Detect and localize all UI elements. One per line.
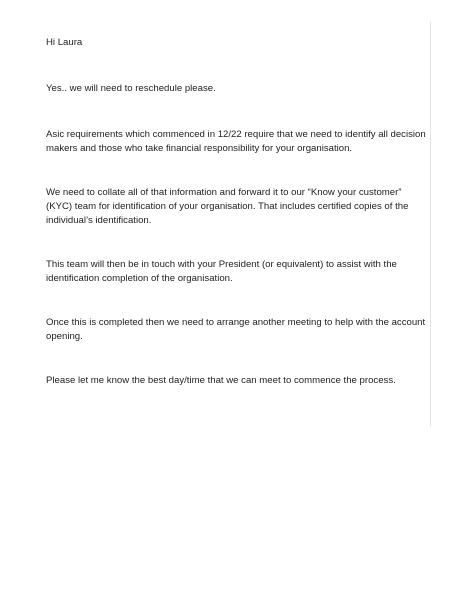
- email-paragraph-reschedule: Yes.. we will need to reschedule please.: [46, 83, 216, 94]
- email-paragraph-asic-requirements: Asic requirements which commenced in 12/22 require that we need to identify all decision makers and those who take financial responsibility for your organisation.: [46, 129, 426, 154]
- email-paragraph-schedule-request: Please let me know the best day/time that we can meet to commence the process.: [46, 375, 396, 386]
- email-paragraph-kyc: We need to collate all of that information and forward it to our “Know your customer” (KYC) team for identification of your organisation. That includes certified copies of the individual’s identification.: [46, 187, 409, 226]
- content-divider: [430, 22, 431, 426]
- email-greeting: Hi Laura: [46, 37, 83, 48]
- email-body: [46, 36, 428, 412]
- email-paragraph-account-opening: Once this is completed then we need to arrange another meeting to help with the account opening.: [46, 317, 426, 342]
- email-paragraph-president-contact: This team will then be in touch with your President (or equivalent) to assist with the identification completion of the organisation.: [46, 259, 397, 284]
